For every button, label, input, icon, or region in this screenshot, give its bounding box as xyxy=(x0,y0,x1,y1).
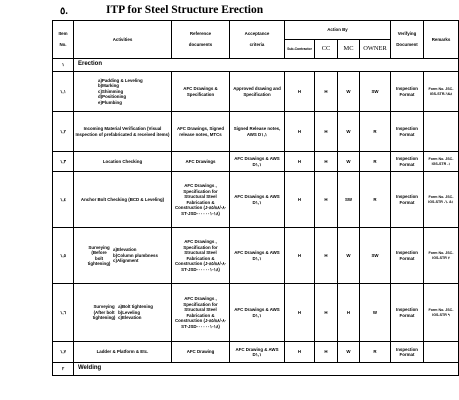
row-verifying: Inspection Format xyxy=(391,342,424,363)
table-row-1-6 xyxy=(53,284,459,342)
row-verifying: Inspection Format xyxy=(391,72,424,112)
section-title-erection: Erection xyxy=(74,59,459,72)
row-cc: H xyxy=(315,228,338,284)
row-owner: R xyxy=(360,112,391,152)
row-reference: AFC Drawings, Signed release notes, MTCs xyxy=(172,112,230,152)
activity-sub: a)Bolt tightening b)Leveling c)Elevation xyxy=(118,304,153,321)
row-acceptance: Signed Release notes, AWS D١,١ xyxy=(230,112,285,152)
table-row-1-3 xyxy=(53,152,459,172)
row-owner: R xyxy=(360,172,391,228)
header-sub-contractor: Sub-Contractor xyxy=(285,40,315,59)
activity-main: Surveying (Before bolt tightening) xyxy=(87,244,111,266)
row-sub: H xyxy=(285,342,315,363)
row-mc: W xyxy=(338,228,360,284)
activity-sub: a)Elevation b)Column plumbness c)Alignment xyxy=(113,247,158,264)
table-row-1-7 xyxy=(53,342,459,363)
row-verifying: Inspection Format xyxy=(391,152,424,172)
row-verifying: Inspection Format xyxy=(391,172,424,228)
row-activity: Incoming Material Verification (Visual Inspection of prefabricated & received items) xyxy=(74,112,172,152)
header-action-by: Action By xyxy=(285,21,391,40)
row-reference: AFC Drawings & Specification xyxy=(172,72,230,112)
row-mc: H xyxy=(338,284,360,342)
section-row-welding xyxy=(53,363,459,376)
row-acceptance: AFC Drawings & AWS D١,١ xyxy=(230,284,285,342)
section-number-cell: ١ xyxy=(53,59,74,72)
row-acceptance: AFC Drawings & AWS D١,١ xyxy=(230,172,285,228)
section-number-cell: ٢ xyxy=(53,363,74,376)
row-verifying: Inspection Format xyxy=(391,112,424,152)
row-remarks xyxy=(424,112,459,152)
header-acceptance: Acceptance criteria xyxy=(230,21,285,59)
row-owner: SW xyxy=(360,72,391,112)
row-sub: H xyxy=(285,152,315,172)
row-item-no: ١,٥ xyxy=(53,228,74,284)
table-row-1-2 xyxy=(53,112,459,152)
row-acceptance: Approved drawing and Specification xyxy=(230,72,285,112)
row-cc: H xyxy=(315,284,338,342)
row-acceptance: AFC Drawings & AWS D١,١ xyxy=(230,228,285,284)
row-item-no: ١,٣ xyxy=(53,152,74,172)
header-reference: Reference documents xyxy=(172,21,230,59)
row-acceptance: AFC Drawings & AWS D١,١ xyxy=(230,152,285,172)
header-item-no: Item No. xyxy=(53,21,74,59)
row-cc: H xyxy=(315,152,338,172)
row-item-no: ١,٤ xyxy=(53,172,74,228)
row-owner: R xyxy=(360,342,391,363)
itp-table xyxy=(52,20,459,376)
row-mc: W xyxy=(338,152,360,172)
row-remarks: Form No. JSC-IGS-STR ٧ xyxy=(424,228,459,284)
row-remarks: Form No. JSC-IGS-STR-٨&٦ xyxy=(424,72,459,112)
header-row-1 xyxy=(53,21,459,40)
row-owner: W xyxy=(360,284,391,342)
row-owner: R xyxy=(360,152,391,172)
header-activities: Activities xyxy=(74,21,172,59)
row-activity: Location Checking xyxy=(74,152,172,172)
row-item-no: ١,١ xyxy=(53,72,74,112)
table-row-1-4 xyxy=(53,172,459,228)
row-reference: AFC Drawings , Specification for Structural Steel Fabrication & Construction (J-٨-/٨٥/٨٨-ST-JSD-١٨-٠٠٠٠٠١) xyxy=(172,172,230,228)
row-sub: H xyxy=(285,284,315,342)
row-item-no: ١,٢ xyxy=(53,112,74,152)
row-sub: H xyxy=(285,112,315,152)
row-activity: Ladder & Platform & Etc. xyxy=(74,342,172,363)
header-remarks: Remarks xyxy=(424,21,459,59)
row-activity xyxy=(74,284,172,342)
table-row-1-1 xyxy=(53,72,459,112)
section-row-erection xyxy=(53,59,459,72)
row-remarks: Form No. JSC-IGS-STR ٩ xyxy=(424,284,459,342)
section-title-welding: Welding xyxy=(74,363,459,376)
row-item-no: ١,٧ xyxy=(53,342,74,363)
row-mc: SW xyxy=(338,172,360,228)
row-activity: a)Padding & Leveling b)Marking c)Shimming d)Positioning e)Plumbing xyxy=(74,72,172,112)
row-activity: Anchor Bolt Checking (BCD & Leveling) xyxy=(74,172,172,228)
row-mc: W xyxy=(338,72,360,112)
row-reference: AFC Drawing xyxy=(172,342,230,363)
document-title: ITP for Steel Structure Erection xyxy=(106,4,264,16)
header-mc: MC xyxy=(338,40,360,59)
row-remarks xyxy=(424,342,459,363)
row-verifying: Inspection Format xyxy=(391,228,424,284)
row-remarks: Form No. JSC-IGS-STR -١& -٦ xyxy=(424,172,459,228)
header-owner: OWNER xyxy=(360,40,391,59)
row-sub: H xyxy=(285,72,315,112)
row-verifying: Inspection Format xyxy=(391,284,424,342)
header-cc: CC xyxy=(315,40,338,59)
row-owner: SW xyxy=(360,228,391,284)
activity-main: Surveying (After bolt tightening) xyxy=(92,304,116,321)
row-reference: AFC Drawings , Specification for Structural Steel Fabrication & Construction (J-٨-/٨٥/٨٨-ST-JSD-١٨-٠٠٠٠٠١) xyxy=(172,284,230,342)
section-number: ٥. xyxy=(60,6,68,17)
row-item-no: ١,٦ xyxy=(53,284,74,342)
row-mc: W xyxy=(338,342,360,363)
row-sub: H xyxy=(285,172,315,228)
header-verifying: Verifying Document xyxy=(391,21,424,59)
row-reference: AFC Drawings xyxy=(172,152,230,172)
row-reference: AFC Drawings , Specification for Structural Steel Fabrication & Construction (J-٨-/٨٥/٨٨-ST-JSD-١٨-٠٠٠٠٠١) xyxy=(172,228,230,284)
row-cc: H xyxy=(315,72,338,112)
document-title-row xyxy=(0,6,450,20)
row-cc: H xyxy=(315,172,338,228)
row-activity xyxy=(74,228,172,284)
row-cc: H xyxy=(315,112,338,152)
row-mc: W xyxy=(338,112,360,152)
row-acceptance: AFC Drawing & AWS D١,١ xyxy=(230,342,285,363)
row-cc: H xyxy=(315,342,338,363)
table-row-1-5 xyxy=(53,228,459,284)
row-remarks: Form No. JSC-IGS-STR -١ xyxy=(424,152,459,172)
row-sub: H xyxy=(285,228,315,284)
